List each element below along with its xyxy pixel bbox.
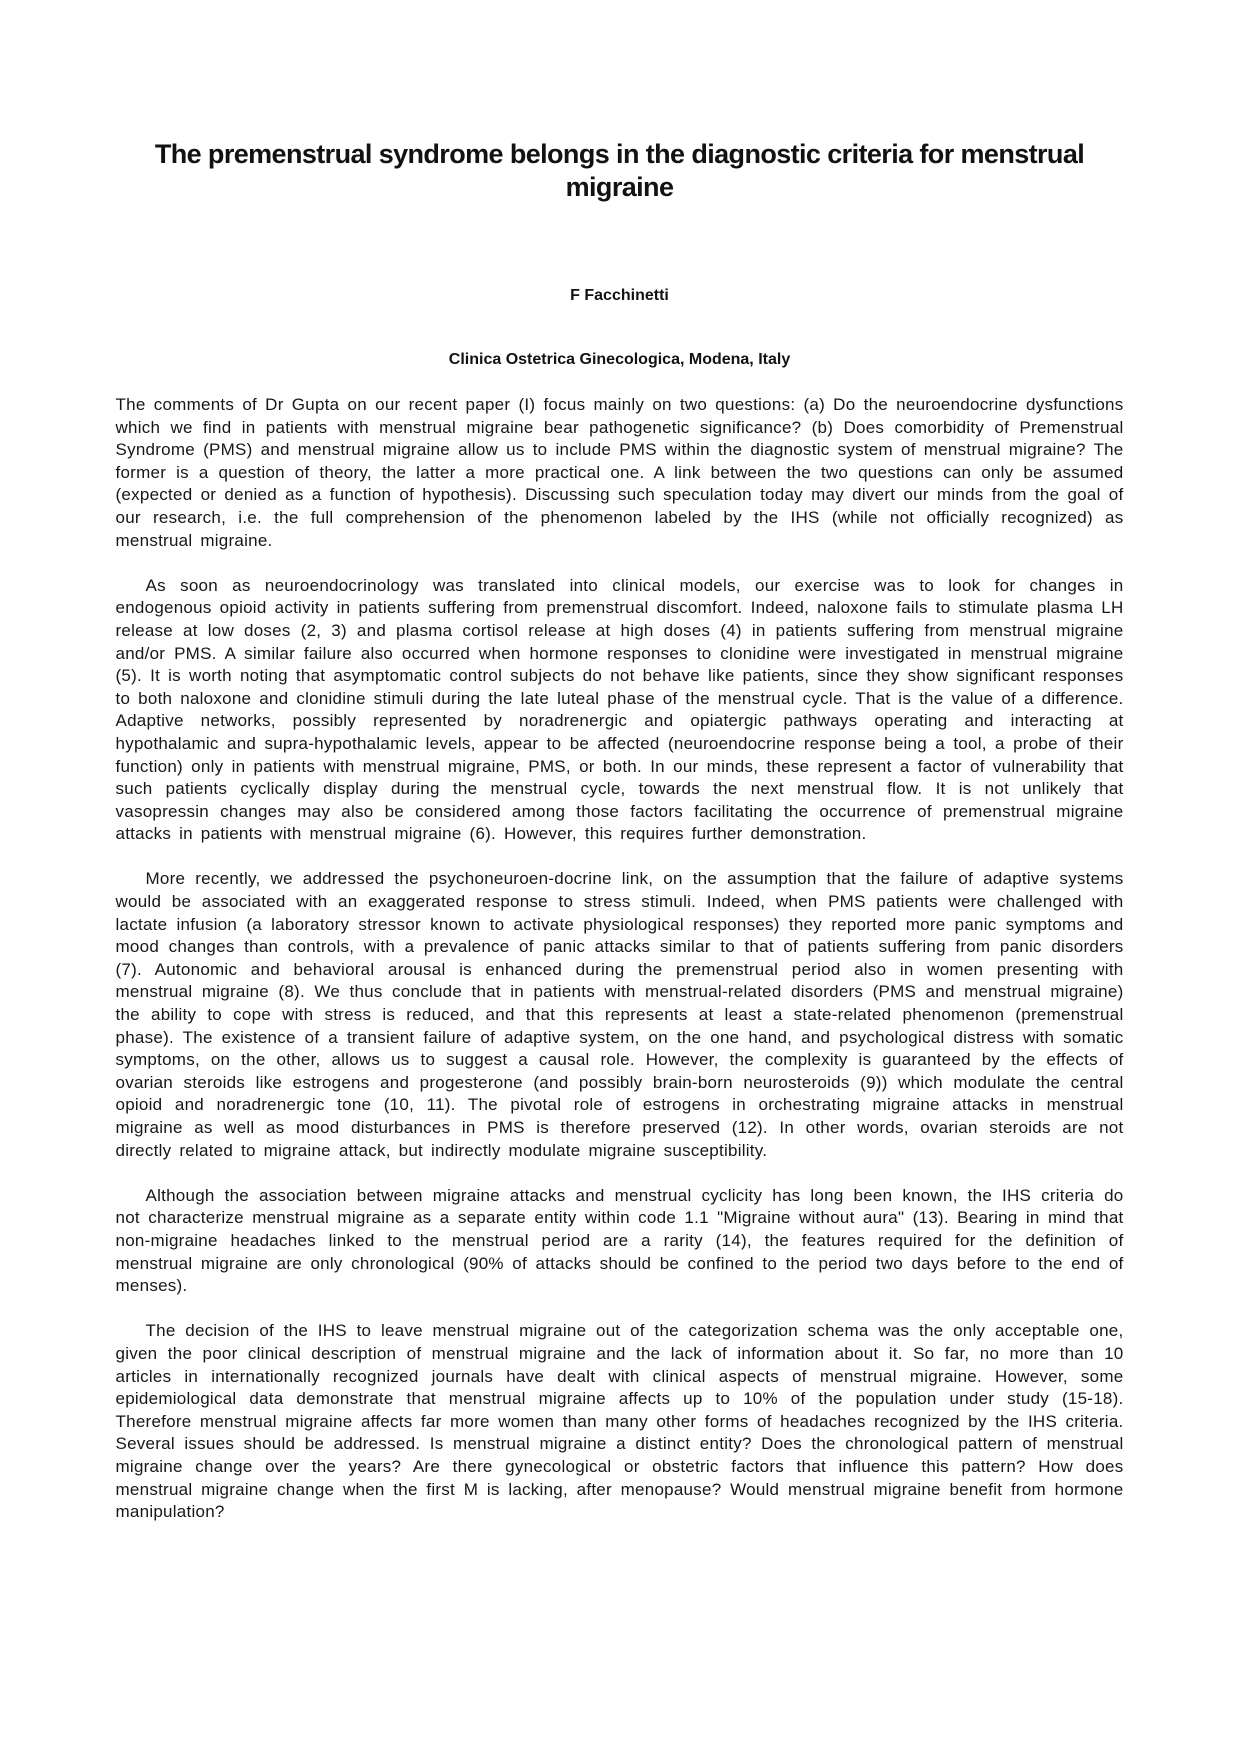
paragraph-4: Although the association between migraine attacks and menstrual cyclicity has long been known, the IHS criteria do not characterize menstrual migraine as a separate entity within code 1.1 "Migraine without aura" (13). Bearing in mind that non-migraine headaches linked to the menstrual period are a rarity (14), the features required for the definition of menstrual migraine are only chronological (90% of attacks should be confined to the period two days before to the end of menses).	[115, 1185, 1124, 1296]
author-name: F Facchinetti	[570, 287, 669, 304]
author-affiliation: Clinica Ostetrica Ginecologica, Modena, Italy	[448, 351, 791, 368]
paragraph-1: The comments of Dr Gupta on our recent paper (I) focus mainly on two questions: (a) Do the neuroendocrine dysfunctions which we find in patients with menstrual migraine bear pathogenetic significance? (b) Does comorbidity of Premenstrual Syndrome (PMS) and menstrual migraine allow us to include PMS within the diagnostic system of menstrual migraine? The former is a question of theory, the latter a more practical one. A link between the two questions can only be assumed (expected or denied as a function of hypothesis). Discussing such speculation today may divert our minds from the goal of our research, i.e. the full comprehension of the phenomenon labeled by the IHS (while not officially recognized) as menstrual migraine.	[115, 395, 1124, 550]
paragraph-5: The decision of the IHS to leave menstrual migraine out of the categorization schema was the only acceptable one, given the poor clinical description of menstrual migraine and the lack of information about it. So far, no more than 10 articles in internationally recognized journals have dealt with clinical aspects of menstrual migraine. However, some epidemiological data demonstrate that menstrual migraine affects up to 10% of the population under study (15-18). Therefore menstrual migraine affects far more women than many other forms of headaches recognized by the IHS criteria. Several issues should be addressed. Is menstrual migraine a distinct entity? Does the chronological pattern of menstrual migraine change over the years? Are there gynecological or obstetric factors that influence this pattern? How does menstrual migraine change when the first M is lacking, after menopause? Would menstrual migraine benefit from hormone manipulation?	[115, 1321, 1124, 1522]
title-line-1: The premenstrual syndrome belongs in the diagnostic criteria for menstrual	[154, 139, 1085, 169]
paragraph-2: As soon as neuroendocrinology was translated into clinical models, our exercise was to look for changes in endogenous opioid activity in patients suffering from premenstrual discomfort. Indeed, naloxone fails to stimulate plasma LH release at low doses (2, 3) and plasma cortisol release at high doses (4) in patients suffering from menstrual migraine and/or PMS. A similar failure also occurred when hormone responses to clonidine were investigated in menstrual migraine (5). It is worth noting that asymptomatic control subjects do not behave like patients, since they show significant responses to both naloxone and clonidine stimuli during the late luteal phase of the menstrual cycle. That is the value of a difference. Adaptive networks, possibly represented by noradrenergic and opiatergic pathways operating and interacting at hypothalamic and supra-hypothalamic levels, appear to be affected (neuroendocrine response being a tool, a probe of their function) only in patients with menstrual migraine, PMS, or both. In our minds, these represent a factor of vulnerability that such patients cyclically display during the menstrual cycle, towards the next menstrual flow. It is not unlikely that vasopressin changes may also be considered among those factors facilitating the occurrence of premenstrual migraine attacks in patients with menstrual migraine (6). However, this requires further demonstration.	[115, 575, 1124, 844]
page-title	[0, 0, 1239, 204]
paragraph-3: More recently, we addressed the psychoneuroen-docrine link, on the assumption that the failure of adaptive systems would be associated with an exaggerated response to stress stimuli. Indeed, when PMS patients were challenged with lactate infusion (a laboratory stressor known to activate physiological responses) they reported more panic symptoms and mood changes than controls, with a prevalence of panic attacks similar to that of patients suffering from panic disorders (7). Autonomic and behavioral arousal is enhanced during the premenstrual period also in women presenting with menstrual migraine (8). We thus conclude that in patients with menstrual-related disorders (PMS and menstrual migraine) the ability to cope with stress is reduced, and that this represents at least a state-related phenomenon (premenstrual phase). The existence of a transient failure of adaptive system, on the one hand, and psychological distress with somatic symptoms, on the other, allows us to suggest a causal role. However, the complexity is guaranteed by the effects of ovarian steroids like estrogens and progesterone (and possibly brain-born neurosteroids (9)) which modulate the central opioid and noradrenergic tone (10, 11). The pivotal role of estrogens in orchestrating migraine attacks in menstrual migraine as well as mood disturbances in PMS is therefore preserved (12). In other words, ovarian steroids are not directly related to migraine attack, but indirectly modulate migraine susceptibility.	[115, 869, 1124, 1160]
title-line-2: migraine	[565, 172, 674, 202]
article-body	[116, 394, 1124, 1524]
